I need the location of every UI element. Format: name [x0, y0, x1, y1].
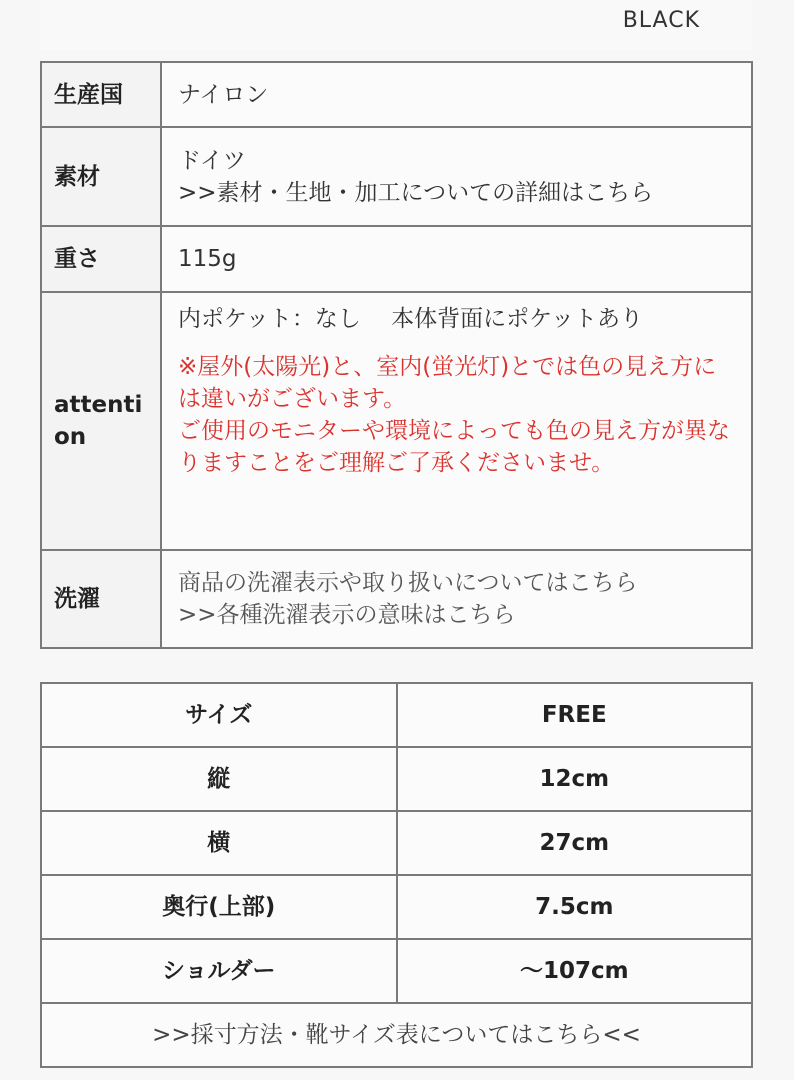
- row-label: 生産国: [41, 62, 161, 127]
- table-row: [41, 226, 752, 292]
- row-label: 素材: [41, 127, 161, 226]
- size-label: 横: [41, 811, 397, 875]
- row-value: 内ポケット：なし 本体背面にポケットあり: [178, 306, 644, 332]
- row-value: 115g: [178, 246, 237, 272]
- notice-line: ※屋外(太陽光)と、室内(蛍光灯)とでは色の見え方には違いがございます。: [178, 354, 717, 412]
- color-notice: [178, 351, 735, 479]
- size-table: [40, 682, 753, 1068]
- washing-link[interactable]: 商品の洗濯表示や取り扱いについてはこちら: [178, 570, 638, 596]
- notice-line: ご使用のモニターや環境によっても色の見え方が異なりますことをご理解ご了承くださいませ。: [178, 418, 730, 476]
- color-label: BLACK: [622, 8, 700, 33]
- header-cell: FREE: [397, 683, 753, 747]
- table-row: [41, 939, 752, 1003]
- table-row: [41, 550, 752, 648]
- size-value: ～107cm: [397, 939, 753, 1003]
- spec-table: [40, 61, 753, 649]
- row-label: 洗濯: [41, 550, 161, 648]
- row-label: 重さ: [41, 226, 161, 292]
- table-row: [41, 1003, 752, 1067]
- row-value: ドイツ: [178, 147, 246, 174]
- row-label: attention: [41, 292, 161, 550]
- size-value: 27cm: [397, 811, 753, 875]
- header-cell: サイズ: [41, 683, 397, 747]
- size-label: 奥行(上部): [41, 875, 397, 939]
- size-value: 7.5cm: [397, 875, 753, 939]
- table-row: [41, 811, 752, 875]
- table-row: [41, 875, 752, 939]
- row-value: ナイロン: [178, 81, 269, 108]
- table-row: [41, 747, 752, 811]
- table-row: [41, 62, 752, 127]
- size-value: 12cm: [397, 747, 753, 811]
- washing-symbols-link[interactable]: >>各種洗濯表示の意味はこちら: [178, 602, 516, 628]
- table-header: [41, 683, 752, 747]
- size-label: 縦: [41, 747, 397, 811]
- size-label: ショルダー: [41, 939, 397, 1003]
- size-guide-link[interactable]: >>採寸方法・靴サイズ表についてはこちら<<: [41, 1003, 752, 1067]
- material-detail-link[interactable]: >>素材・生地・加工についての詳細はこちら: [178, 179, 654, 206]
- table-row: [41, 292, 752, 550]
- table-row: [41, 127, 752, 226]
